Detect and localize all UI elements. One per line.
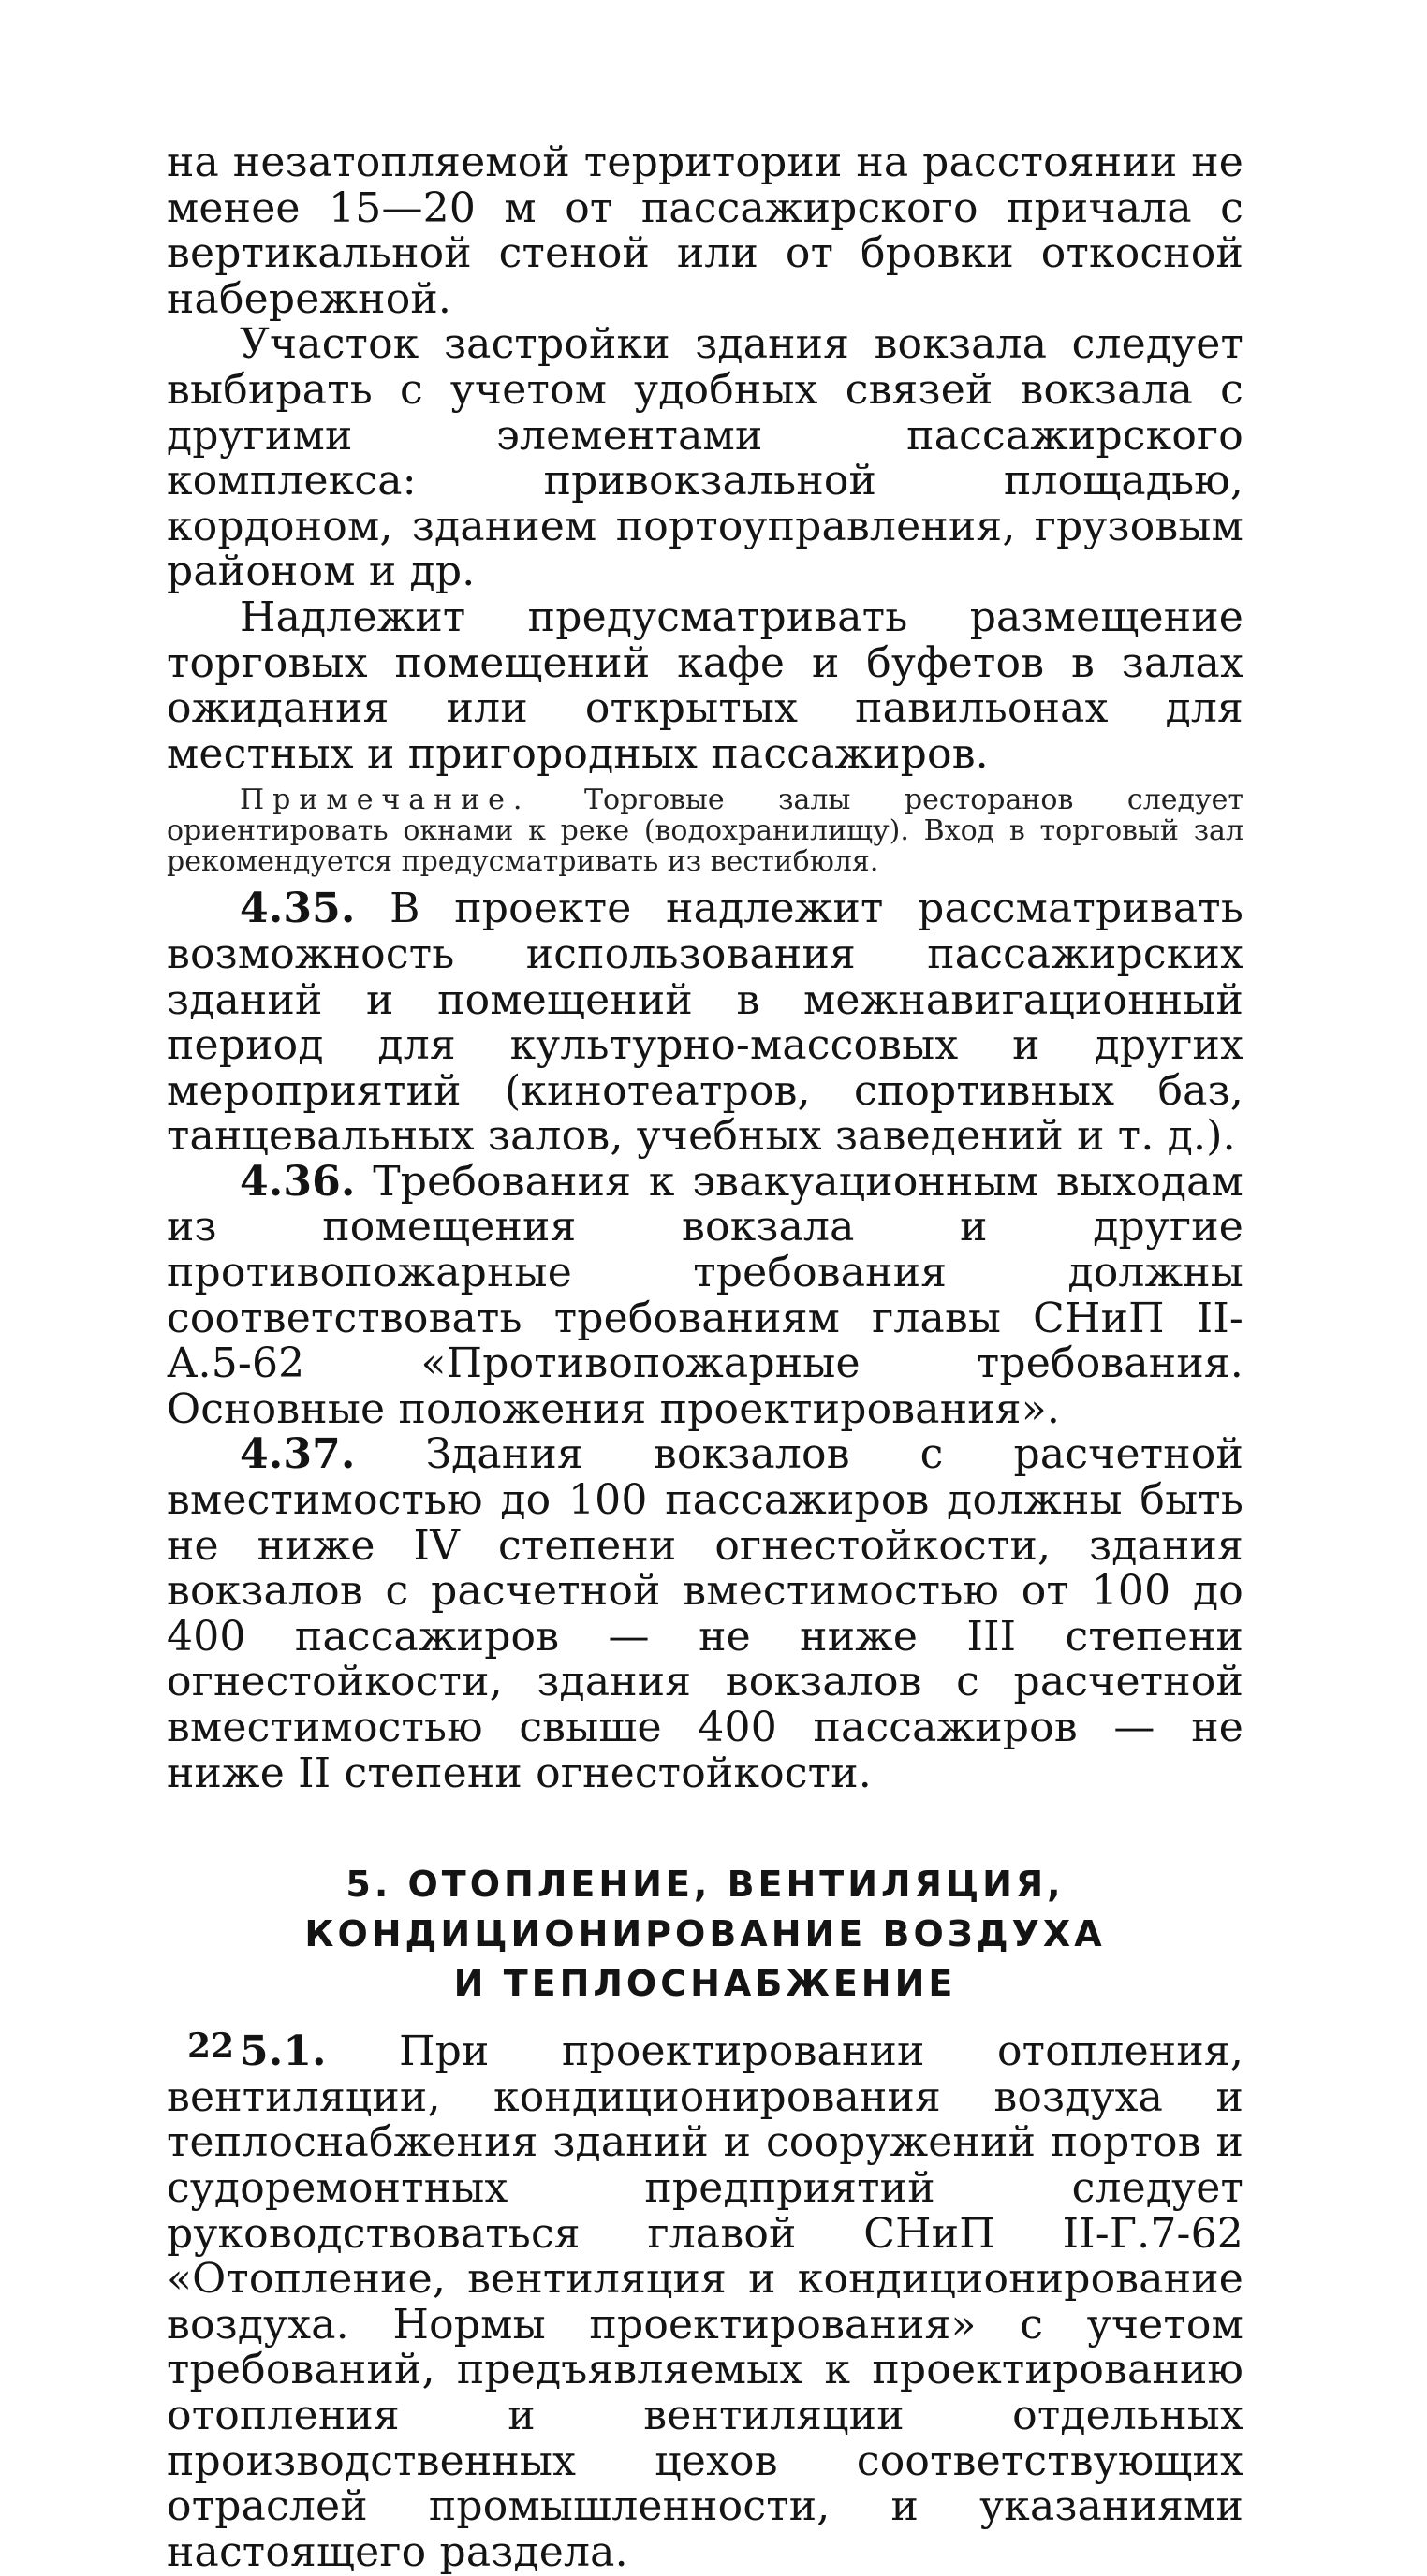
clause-number-5-1: 5.1. (240, 2027, 327, 2076)
paragraph-continuation: на незатопляемой территории на расстоянии не менее 15—20 м от пассажирского причала с вертикальной стеной или от бровки откосной набережной. (167, 139, 1243, 323)
section-heading-line-2: КОНДИЦИОНИРОВАНИЕ ВОЗДУХА (304, 1913, 1106, 1955)
clause-text-5-1: При проектировании отопления, вентиляции, кондиционирования воздуха и теплоснабжения зданий и сооружений портов и судоремонтных предприятий следует руководствоваться главой СНиП II-Г.7-62 «Отопление, вентиляция и кондиционирование воздуха. Нормы проектирования» с учетом требований, предъявляемых к проектированию отопления и вентиляции отдельных производственных цехов соответствующих отраслей промышленности, и указаниями настоящего раздела. (167, 2027, 1244, 2576)
clause-number-4-37: 4.37. (240, 1430, 356, 1479)
paragraph-4-35 (167, 886, 1243, 1160)
clause-number-4-36: 4.36. (240, 1157, 356, 1206)
clause-number-4-35: 4.35. (240, 885, 356, 933)
clause-text-4-36: Требования к эвакуационным выходам из помещения вокзала и другие противопожарные требования должны соответствовать требованиям главы СНиП II-А.5-62 «Противопожарные требования. Основные положения проектирования». (167, 1157, 1243, 1433)
paragraph-site-selection: Участок застройки здания вокзала следует выбирать с учетом удобных связей вокзала с другими элементами пассажирского комплекса: привокзальной площадью, кордоном, зданием портоуправления, грузовым районом и др. (167, 320, 1243, 596)
section-heading-line-3: И ТЕПЛОСНАБЖЕНИЕ (453, 1963, 957, 2005)
clause-text-4-35: В проекте надлежит рассматривать возможность использования пассажирских зданий и помещений в межнавигационный период для культурно-массовых и других мероприятий (кинотеатров, спортивных баз, танцевальных залов, учебных заведений и т. д.). (167, 885, 1244, 1161)
note-label: Примечание. (240, 783, 531, 817)
note (167, 784, 1243, 877)
section-heading-line-1: 5. ОТОПЛЕНИЕ, ВЕНТИЛЯЦИЯ, (346, 1864, 1065, 1906)
paragraph-5-1 (167, 2029, 1243, 2575)
clause-text-4-37: Здания вокзалов с расчетной вместимостью до 100 пассажиров должны быть не ниже IV степени огнестойкости, здания вокзалов с расчетной вместимостью от 100 до 400 пассажиров — не ниже III степени огнестойкости, здания вокзалов с расчетной вместимостью свыше 400 пассажиров — не ниже II степени огнестойкости. (167, 1430, 1243, 1797)
paragraph-4-37 (167, 1432, 1243, 1796)
note-text: Торговые залы ресторанов следует ориентировать окнами к реке (водохранилищу). Вход в торговый зал рекомендуется предусматривать из вестибюля. (167, 783, 1243, 879)
section-heading (167, 1860, 1243, 2009)
paragraph-4-36 (167, 1157, 1243, 1433)
page-body (167, 140, 1243, 2575)
page-number: 22 (187, 2027, 235, 2066)
paragraph-retail-premises: Надлежит предусматривать размещение торговых помещений кафе и буфетов в залах ожидания или открытых павильонах для местных и пригородных пассажиров. (167, 593, 1243, 778)
